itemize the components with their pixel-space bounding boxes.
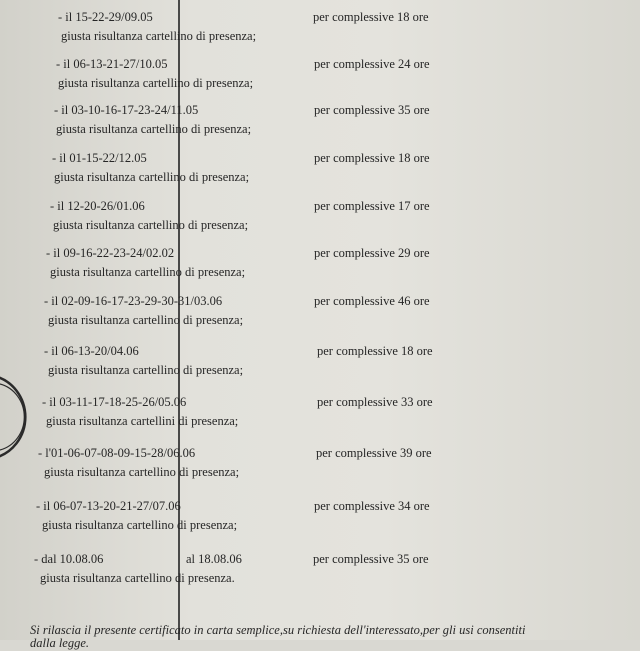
entry-date: - dal 10.08.06 <box>34 552 104 566</box>
entry-date: - il 09-16-22-23-24/02.02 <box>46 246 175 260</box>
entry-row <box>0 246 640 286</box>
entry-note: giusta risultanza cartellino di presenza; <box>48 363 244 377</box>
entry-note: giusta risultanza cartellino di presenza; <box>44 465 240 479</box>
entry-row <box>0 151 640 191</box>
entry-hours: per complessive 18 ore <box>317 344 433 358</box>
entry-row <box>0 446 640 486</box>
entry-note: giusta risultanza cartellini di presenza; <box>46 414 239 428</box>
entry-date: - il 12-20-26/01.06 <box>50 199 145 213</box>
entry-note: giusta risultanza cartellino di presenza; <box>53 218 249 232</box>
entry-row <box>0 103 640 143</box>
certificate-footer-line2: dalla legge. <box>30 636 90 650</box>
entry-hours: per complessive 35 ore <box>313 552 429 566</box>
entry-hours: per complessive 24 ore <box>314 57 430 71</box>
entry-date: - il 02-09-16-17-23-29-30-31/03.06 <box>44 294 223 308</box>
entry-hours: per complessive 18 ore <box>314 151 430 165</box>
entry-note: giusta risultanza cartellino di presenza; <box>58 76 254 90</box>
certificate-footer-line1: Si rilascia il presente certificato in carta semplice,su richiesta dell'interessato,per gli usi consentiti <box>30 623 526 637</box>
entry-note: giusta risultanza cartellino di presenza; <box>48 313 244 327</box>
entry-end-date: al 18.08.06 <box>186 552 242 566</box>
entry-date: - il 06-13-20/04.06 <box>44 344 139 358</box>
entry-hours: per complessive 17 ore <box>314 199 430 213</box>
entry-date: - il 15-22-29/09.05 <box>58 10 153 24</box>
entry-row <box>0 10 640 50</box>
entry-note: giusta risultanza cartellino di presenza; <box>42 518 238 532</box>
entry-hours: per complessive 34 ore <box>314 499 430 513</box>
entry-hours: per complessive 35 ore <box>314 103 430 117</box>
entry-date: - il 06-13-21-27/10.05 <box>56 57 168 71</box>
entry-row <box>0 199 640 239</box>
entry-hours: per complessive 18 ore <box>313 10 429 24</box>
entry-hours: per complessive 33 ore <box>317 395 433 409</box>
entry-note: giusta risultanza cartellino di presenza; <box>61 29 257 43</box>
entry-date: - l'01-06-07-08-09-15-28/06.06 <box>38 446 196 460</box>
entry-row <box>0 395 640 435</box>
entry-row <box>0 552 640 592</box>
entry-date: - il 06-07-13-20-21-27/07.06 <box>36 499 181 513</box>
entry-row <box>0 294 640 334</box>
entry-hours: per complessive 46 ore <box>314 294 430 308</box>
entry-hours: per complessive 29 ore <box>314 246 430 260</box>
entry-date: - il 03-11-17-18-25-26/05.06 <box>42 395 187 409</box>
entry-note: giusta risultanza cartellino di presenza; <box>54 170 250 184</box>
entry-note: giusta risultanza cartellino di presenza; <box>56 122 252 136</box>
entry-date: - il 01-15-22/12.05 <box>52 151 147 165</box>
entry-date: - il 03-10-16-17-23-24/11.05 <box>54 103 199 117</box>
entry-row <box>0 499 640 539</box>
entry-row <box>0 344 640 384</box>
entry-note: giusta risultanza cartellino di presenza; <box>50 265 246 279</box>
entry-row <box>0 57 640 97</box>
entry-note: giusta risultanza cartellino di presenza. <box>40 571 235 585</box>
entry-hours: per complessive 39 ore <box>316 446 432 460</box>
